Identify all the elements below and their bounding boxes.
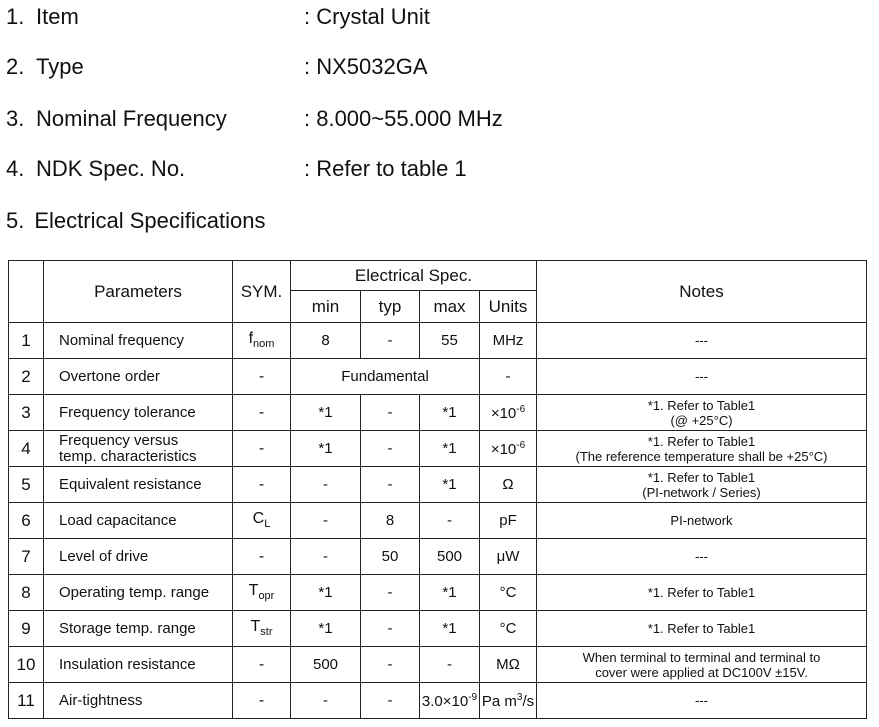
parameter-cell <box>44 431 233 467</box>
max-cell <box>420 431 480 467</box>
parameter-line: Equivalent resistance <box>59 475 202 493</box>
notes-cell <box>537 611 867 647</box>
unit-cell <box>480 467 537 503</box>
parameter-line: Nominal frequency <box>59 331 185 349</box>
row-number: 1 <box>9 323 44 359</box>
table-row <box>9 611 867 647</box>
typ-cell: - <box>361 575 420 611</box>
symbol-main: f <box>248 330 254 348</box>
unit-suffix: /s <box>522 692 535 710</box>
typ-cell: - <box>361 647 420 683</box>
symbol-cell <box>233 575 291 611</box>
note-line: (PI-network / Series) <box>642 484 761 500</box>
min-cell: - <box>291 683 361 719</box>
info-number: 1. <box>6 4 25 29</box>
unit-value: ×10 <box>490 440 517 458</box>
unit-cell <box>480 647 537 683</box>
unit-exponent: -6 <box>516 439 526 451</box>
unit-value: MΩ <box>496 656 520 673</box>
header-electrical-spec: Electrical Spec. <box>291 261 537 291</box>
unit-cell <box>480 611 537 647</box>
parameter-cell <box>44 539 233 575</box>
notes-cell <box>537 395 867 431</box>
symbol-main: - <box>258 547 265 565</box>
note-line: --- <box>695 693 708 708</box>
note-line: *1. Refer to Table1 <box>647 397 756 413</box>
note-line: cover were applied at DC100V ±15V. <box>595 664 808 680</box>
symbol-main: - <box>258 475 265 493</box>
typ-cell: - <box>361 431 420 467</box>
note-line: *1. Refer to Table1 <box>647 469 756 485</box>
typ-cell: 50 <box>361 539 420 575</box>
symbol-subscript: nom <box>253 338 275 351</box>
unit-cell <box>480 539 537 575</box>
merged-spec-cell: Fundamental <box>291 359 480 395</box>
notes-cell <box>537 503 867 539</box>
max-value: *1 <box>442 404 457 421</box>
unit-value: Ω <box>502 476 514 493</box>
max-value: *1 <box>442 440 457 457</box>
symbol-main: - <box>258 655 265 673</box>
max-value: 500 <box>436 548 463 565</box>
parameter-line: temp. characteristics <box>59 447 197 465</box>
parameter-cell <box>44 395 233 431</box>
max-cell <box>420 539 480 575</box>
notes-cell <box>537 359 867 395</box>
table-row <box>9 467 867 503</box>
row-number: 9 <box>9 611 44 647</box>
max-cell <box>420 683 480 719</box>
symbol-main: - <box>258 367 265 385</box>
info-label: Type <box>36 54 84 79</box>
unit-cell <box>480 395 537 431</box>
parameter-line: Overtone order <box>59 367 160 385</box>
header-parameters: Parameters <box>44 261 233 323</box>
parameter-cell <box>44 647 233 683</box>
min-cell: - <box>291 503 361 539</box>
typ-cell: - <box>361 467 420 503</box>
symbol-subscript: L <box>264 518 271 531</box>
typ-cell: 8 <box>361 503 420 539</box>
row-number: 6 <box>9 503 44 539</box>
table-row <box>9 323 867 359</box>
max-value: 55 <box>441 332 458 349</box>
min-cell: 8 <box>291 323 361 359</box>
note-line: *1. Refer to Table1 <box>647 621 756 636</box>
note-line: PI-network <box>670 513 733 528</box>
min-cell: - <box>291 539 361 575</box>
header-typ: typ <box>361 291 420 323</box>
parameter-cell <box>44 467 233 503</box>
row-number: 3 <box>9 395 44 431</box>
unit-cell <box>480 575 537 611</box>
min-cell: *1 <box>291 611 361 647</box>
max-cell <box>420 395 480 431</box>
parameter-line: Operating temp. range <box>59 583 210 601</box>
symbol-cell <box>233 467 291 503</box>
symbol-subscript: str <box>260 626 273 639</box>
parameter-line: Load capacitance <box>59 511 177 529</box>
unit-cell <box>480 323 537 359</box>
table-row <box>9 683 867 719</box>
header-max: max <box>420 291 480 323</box>
notes-cell <box>537 539 867 575</box>
table-row <box>9 647 867 683</box>
info-value: : Refer to table 1 <box>304 156 467 181</box>
symbol-main: T <box>250 618 261 636</box>
note-line: --- <box>695 369 708 384</box>
info-label: Item <box>36 4 79 29</box>
unit-value: MHz <box>492 332 524 349</box>
electrical-spec-table <box>8 260 867 719</box>
row-number: 2 <box>9 359 44 395</box>
table-row <box>9 359 867 395</box>
parameter-line: Air-tightness <box>59 691 143 709</box>
row-number: 8 <box>9 575 44 611</box>
typ-cell: - <box>361 611 420 647</box>
info-value: : 8.000~55.000 MHz <box>304 106 503 131</box>
min-cell: - <box>291 467 361 503</box>
notes-cell <box>537 647 867 683</box>
symbol-cell <box>233 539 291 575</box>
min-cell: *1 <box>291 395 361 431</box>
typ-cell: - <box>361 323 420 359</box>
symbol-subscript: opr <box>258 590 275 603</box>
header-no <box>9 261 44 323</box>
section-heading <box>6 206 265 236</box>
notes-cell <box>537 323 867 359</box>
parameter-cell <box>44 323 233 359</box>
symbol-main: C <box>252 510 265 528</box>
typ-cell: - <box>361 395 420 431</box>
table-row <box>9 431 867 467</box>
unit-value: μW <box>496 548 520 565</box>
note-line: *1. Refer to Table1 <box>647 585 756 600</box>
max-cell <box>420 323 480 359</box>
unit-value: - <box>505 368 511 385</box>
parameter-cell <box>44 503 233 539</box>
parameter-cell <box>44 575 233 611</box>
row-number: 10 <box>9 647 44 683</box>
section-number: 5. <box>6 208 25 233</box>
max-cell <box>420 467 480 503</box>
unit-value: °C <box>499 620 517 637</box>
parameter-cell <box>44 611 233 647</box>
header-units: Units <box>480 291 537 323</box>
section-title: Electrical Specifications <box>34 208 266 233</box>
max-cell <box>420 575 480 611</box>
symbol-cell <box>233 395 291 431</box>
symbol-cell <box>233 611 291 647</box>
note-line: *1. Refer to Table1 <box>647 433 756 449</box>
spec-table-body <box>9 323 867 719</box>
max-value: *1 <box>442 584 457 601</box>
max-cell <box>420 647 480 683</box>
row-number: 5 <box>9 467 44 503</box>
row-number: 11 <box>9 683 44 719</box>
table-row <box>9 503 867 539</box>
min-cell: *1 <box>291 431 361 467</box>
unit-value: pF <box>499 512 517 529</box>
max-value: *1 <box>442 476 457 493</box>
symbol-cell <box>233 323 291 359</box>
symbol-cell <box>233 359 291 395</box>
symbol-main: - <box>258 439 265 457</box>
unit-value: °C <box>499 584 517 601</box>
header-sym: SYM. <box>233 261 291 323</box>
max-value: 3.0×10 <box>421 692 469 710</box>
notes-cell <box>537 431 867 467</box>
info-value: : Crystal Unit <box>304 4 430 29</box>
symbol-main: T <box>248 582 259 600</box>
info-label: Nominal Frequency <box>36 106 227 131</box>
info-number: 3. <box>6 106 25 131</box>
max-value: - <box>447 512 452 529</box>
unit-cell <box>480 503 537 539</box>
unit-value: Pa m <box>481 692 517 710</box>
table-row <box>9 395 867 431</box>
symbol-cell <box>233 683 291 719</box>
note-line: (The reference temperature shall be +25°C) <box>575 448 828 464</box>
unit-cell <box>480 359 537 395</box>
symbol-main: - <box>258 403 265 421</box>
note-line: --- <box>695 333 708 348</box>
typ-cell: - <box>361 683 420 719</box>
parameter-line: Insulation resistance <box>59 655 196 673</box>
info-number: 2. <box>6 54 25 79</box>
note-line: --- <box>695 549 708 564</box>
symbol-cell <box>233 503 291 539</box>
info-value: : NX5032GA <box>304 54 428 79</box>
symbol-cell <box>233 431 291 467</box>
info-number: 4. <box>6 156 25 181</box>
parameter-cell <box>44 359 233 395</box>
max-value: - <box>447 656 452 673</box>
unit-value: ×10 <box>490 404 517 422</box>
header-min: min <box>291 291 361 323</box>
notes-cell <box>537 575 867 611</box>
notes-cell <box>537 683 867 719</box>
note-line: When terminal to terminal and terminal to <box>582 649 821 665</box>
parameter-cell <box>44 683 233 719</box>
unit-exponent: -6 <box>516 403 526 415</box>
min-cell: 500 <box>291 647 361 683</box>
notes-cell <box>537 467 867 503</box>
info-label: NDK Spec. No. <box>36 156 186 181</box>
table-row <box>9 575 867 611</box>
max-cell <box>420 611 480 647</box>
min-cell: *1 <box>291 575 361 611</box>
unit-cell <box>480 683 537 719</box>
header-notes: Notes <box>537 261 867 323</box>
unit-cell <box>480 431 537 467</box>
unit-exponent: 3 <box>516 691 523 703</box>
symbol-main: - <box>258 691 265 709</box>
table-row <box>9 539 867 575</box>
symbol-cell <box>233 647 291 683</box>
row-number: 4 <box>9 431 44 467</box>
parameter-line: Storage temp. range <box>59 619 196 637</box>
parameter-line: Frequency tolerance <box>59 403 196 421</box>
parameter-line: Frequency versus <box>59 431 179 449</box>
max-cell <box>420 503 480 539</box>
parameter-line: Level of drive <box>59 547 149 565</box>
note-line: (@ +25°C) <box>670 412 733 428</box>
max-value: *1 <box>442 620 457 637</box>
max-exponent: -9 <box>468 691 478 703</box>
row-number: 7 <box>9 539 44 575</box>
